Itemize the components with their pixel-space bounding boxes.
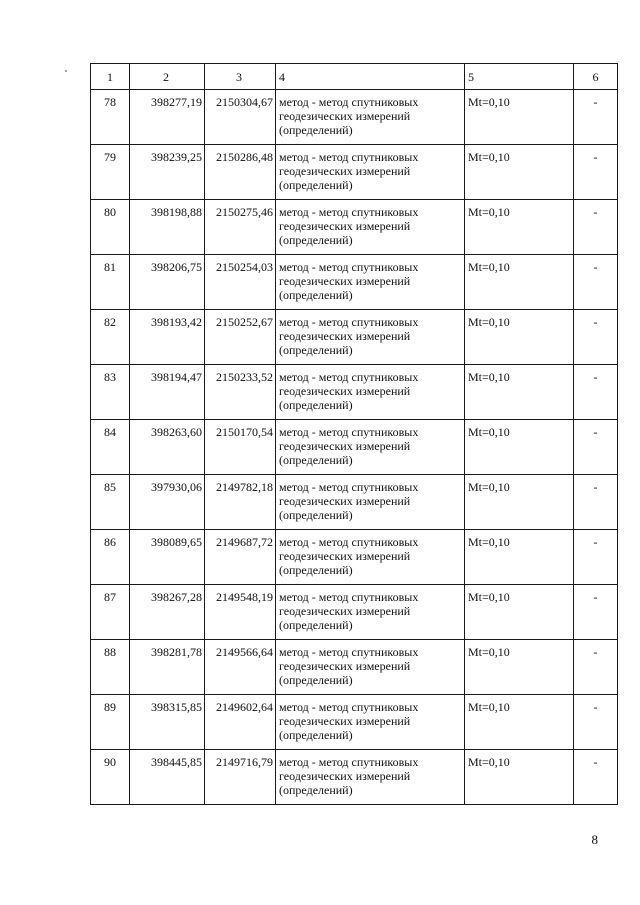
x-coordinate-cell: 398194,47 xyxy=(130,365,205,420)
description-cell: - xyxy=(574,255,618,310)
method-cell xyxy=(276,200,465,255)
method-line: метод - метод спутниковых xyxy=(279,150,419,164)
page-number: 8 xyxy=(591,832,598,847)
y-coordinate-cell: 2150275,46 xyxy=(205,200,276,255)
table-body xyxy=(91,90,618,805)
accuracy-cell: Mt=0,10 xyxy=(465,200,574,255)
header-col-6: 6 xyxy=(574,64,618,90)
point-number-cell: 89 xyxy=(91,695,130,750)
description-cell: - xyxy=(574,145,618,200)
accuracy-cell: Mt=0,10 xyxy=(465,640,574,695)
method-line: (определений) xyxy=(279,233,353,247)
description-cell: - xyxy=(574,750,618,805)
method-line: (определений) xyxy=(279,123,353,137)
point-number-cell: 80 xyxy=(91,200,130,255)
point-number-cell: 83 xyxy=(91,365,130,420)
point-number-cell: 88 xyxy=(91,640,130,695)
method-line: геодезических измерений xyxy=(279,714,411,728)
method-cell xyxy=(276,310,465,365)
y-coordinate-cell: 2150254,03 xyxy=(205,255,276,310)
header-col-1: 1 xyxy=(91,64,130,90)
method-cell xyxy=(276,530,465,585)
accuracy-cell: Mt=0,10 xyxy=(465,750,574,805)
description-cell: - xyxy=(574,585,618,640)
accuracy-cell: Mt=0,10 xyxy=(465,145,574,200)
point-number-cell: 86 xyxy=(91,530,130,585)
method-line: метод - метод спутниковых xyxy=(279,700,419,714)
method-line: метод - метод спутниковых xyxy=(279,315,419,329)
accuracy-cell: Mt=0,10 xyxy=(465,585,574,640)
y-coordinate-cell: 2149716,79 xyxy=(205,750,276,805)
method-line: метод - метод спутниковых xyxy=(279,425,419,439)
x-coordinate-cell: 397930,06 xyxy=(130,475,205,530)
method-line: геодезических измерений xyxy=(279,439,411,453)
accuracy-cell: Mt=0,10 xyxy=(465,530,574,585)
method-cell xyxy=(276,420,465,475)
description-cell: - xyxy=(574,420,618,475)
method-cell xyxy=(276,365,465,420)
x-coordinate-cell: 398239,25 xyxy=(130,145,205,200)
x-coordinate-cell: 398277,19 xyxy=(130,90,205,145)
accuracy-cell: Mt=0,10 xyxy=(465,255,574,310)
description-cell: - xyxy=(574,200,618,255)
x-coordinate-cell: 398198,88 xyxy=(130,200,205,255)
x-coordinate-cell: 398089,65 xyxy=(130,530,205,585)
method-line: (определений) xyxy=(279,178,353,192)
y-coordinate-cell: 2149566,64 xyxy=(205,640,276,695)
coordinates-table xyxy=(90,63,618,805)
table-row xyxy=(91,695,618,750)
y-coordinate-cell: 2149602,64 xyxy=(205,695,276,750)
x-coordinate-cell: 398281,78 xyxy=(130,640,205,695)
y-coordinate-cell: 2150233,52 xyxy=(205,365,276,420)
x-coordinate-cell: 398267,28 xyxy=(130,585,205,640)
x-coordinate-cell: 398206,75 xyxy=(130,255,205,310)
point-number-cell: 82 xyxy=(91,310,130,365)
method-line: метод - метод спутниковых xyxy=(279,590,419,604)
point-number-cell: 87 xyxy=(91,585,130,640)
method-line: геодезических измерений xyxy=(279,164,411,178)
method-cell xyxy=(276,585,465,640)
y-coordinate-cell: 2150304,67 xyxy=(205,90,276,145)
method-line: метод - метод спутниковых xyxy=(279,370,419,384)
point-number-cell: 85 xyxy=(91,475,130,530)
method-line: метод - метод спутниковых xyxy=(279,535,419,549)
method-line: (определений) xyxy=(279,398,353,412)
method-line: метод - метод спутниковых xyxy=(279,480,419,494)
method-line: геодезических измерений xyxy=(279,219,411,233)
table-row xyxy=(91,145,618,200)
method-line: геодезических измерений xyxy=(279,329,411,343)
accuracy-cell: Mt=0,10 xyxy=(465,475,574,530)
y-coordinate-cell: 2149782,18 xyxy=(205,475,276,530)
method-line: (определений) xyxy=(279,453,353,467)
x-coordinate-cell: 398315,85 xyxy=(130,695,205,750)
description-cell: - xyxy=(574,640,618,695)
method-line: геодезических измерений xyxy=(279,494,411,508)
method-cell xyxy=(276,145,465,200)
method-line: (определений) xyxy=(279,783,353,797)
description-cell: - xyxy=(574,530,618,585)
method-cell xyxy=(276,750,465,805)
table-row xyxy=(91,310,618,365)
table-row xyxy=(91,640,618,695)
accuracy-cell: Mt=0,10 xyxy=(465,420,574,475)
method-line: (определений) xyxy=(279,508,353,522)
method-cell xyxy=(276,640,465,695)
y-coordinate-cell: 2149548,19 xyxy=(205,585,276,640)
header-col-4: 4 xyxy=(276,64,465,90)
point-number-cell: 79 xyxy=(91,145,130,200)
method-line: геодезических измерений xyxy=(279,769,411,783)
table-row xyxy=(91,530,618,585)
method-line: геодезических измерений xyxy=(279,109,411,123)
header-col-5: 5 xyxy=(465,64,574,90)
method-cell xyxy=(276,695,465,750)
x-coordinate-cell: 398445,85 xyxy=(130,750,205,805)
description-cell: - xyxy=(574,695,618,750)
point-number-cell: 84 xyxy=(91,420,130,475)
header-col-3: 3 xyxy=(205,64,276,90)
table-row xyxy=(91,420,618,475)
method-line: метод - метод спутниковых xyxy=(279,260,419,274)
table-row xyxy=(91,365,618,420)
table-row xyxy=(91,585,618,640)
method-line: метод - метод спутниковых xyxy=(279,205,419,219)
method-cell xyxy=(276,90,465,145)
method-line: метод - метод спутниковых xyxy=(279,645,419,659)
method-line: (определений) xyxy=(279,563,353,577)
accuracy-cell: Mt=0,10 xyxy=(465,365,574,420)
description-cell: - xyxy=(574,90,618,145)
method-cell xyxy=(276,475,465,530)
scan-speck xyxy=(65,70,67,72)
table-row xyxy=(91,750,618,805)
table-row xyxy=(91,475,618,530)
table-row xyxy=(91,90,618,145)
table-row xyxy=(91,200,618,255)
accuracy-cell: Mt=0,10 xyxy=(465,695,574,750)
description-cell: - xyxy=(574,310,618,365)
header-row xyxy=(91,64,618,90)
method-line: геодезических измерений xyxy=(279,549,411,563)
point-number-cell: 78 xyxy=(91,90,130,145)
method-line: (определений) xyxy=(279,288,353,302)
method-line: геодезических измерений xyxy=(279,384,411,398)
table-row xyxy=(91,255,618,310)
method-line: метод - метод спутниковых xyxy=(279,95,419,109)
x-coordinate-cell: 398263,60 xyxy=(130,420,205,475)
point-number-cell: 90 xyxy=(91,750,130,805)
x-coordinate-cell: 398193,42 xyxy=(130,310,205,365)
y-coordinate-cell: 2150170,54 xyxy=(205,420,276,475)
method-line: геодезических измерений xyxy=(279,659,411,673)
point-number-cell: 81 xyxy=(91,255,130,310)
description-cell: - xyxy=(574,365,618,420)
method-line: геодезических измерений xyxy=(279,274,411,288)
method-line: (определений) xyxy=(279,343,353,357)
method-line: метод - метод спутниковых xyxy=(279,755,419,769)
method-line: (определений) xyxy=(279,673,353,687)
header-col-2: 2 xyxy=(130,64,205,90)
accuracy-cell: Mt=0,10 xyxy=(465,90,574,145)
method-line: (определений) xyxy=(279,728,353,742)
description-cell: - xyxy=(574,475,618,530)
table-header xyxy=(91,64,618,90)
method-line: (определений) xyxy=(279,618,353,632)
accuracy-cell: Mt=0,10 xyxy=(465,310,574,365)
method-cell xyxy=(276,255,465,310)
y-coordinate-cell: 2149687,72 xyxy=(205,530,276,585)
y-coordinate-cell: 2150286,48 xyxy=(205,145,276,200)
method-line: геодезических измерений xyxy=(279,604,411,618)
y-coordinate-cell: 2150252,67 xyxy=(205,310,276,365)
